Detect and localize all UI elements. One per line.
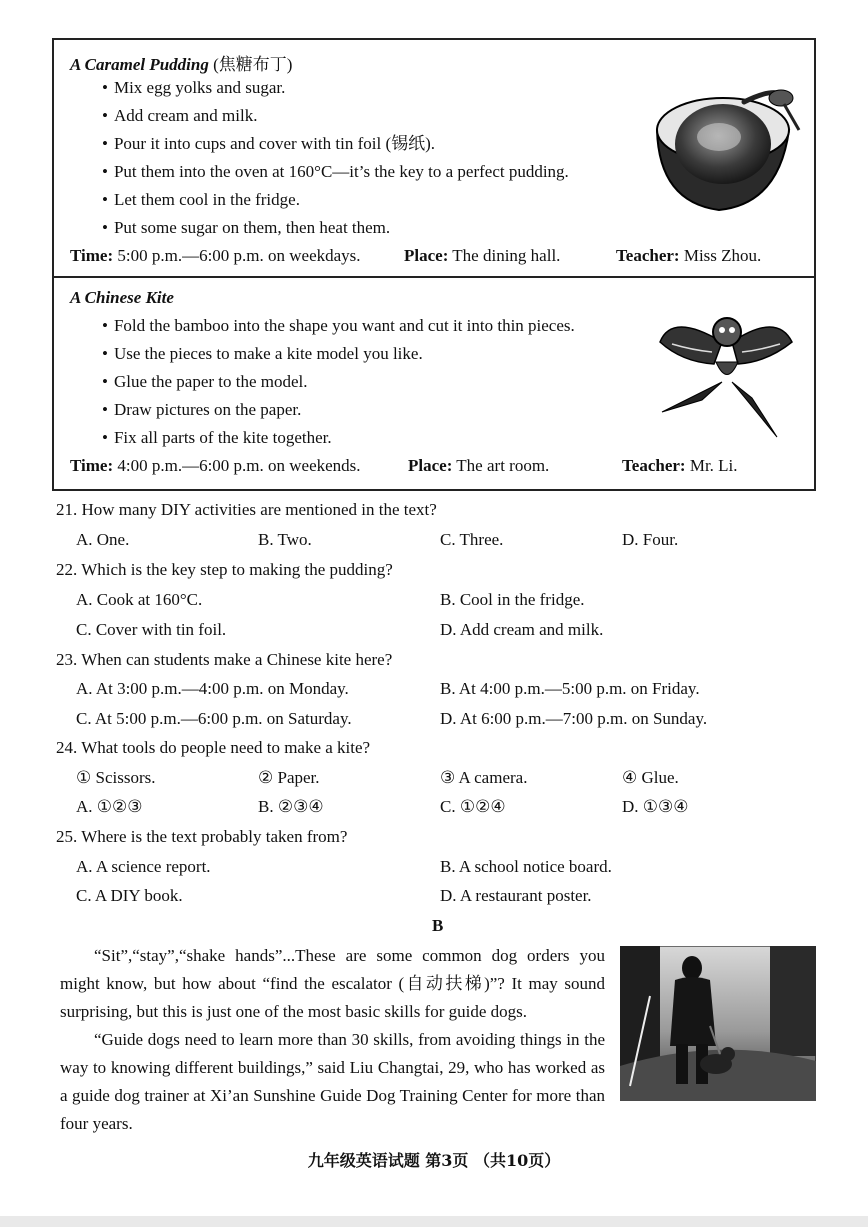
pudding-steps: [102, 74, 569, 242]
question-22: 22. Which is the key step to making the pudding?: [56, 560, 393, 579]
pudding-step: • Add cream and milk.: [102, 102, 569, 130]
q23-option-c[interactable]: C. At 5:00 p.m.—6:00 p.m. on Saturday.: [76, 709, 352, 728]
section-b-paragraph-1: “Sit”,“stay”,“shake hands”...These are some common dog orders you might know, but how about “find the escalator (自动扶梯)”? It may sound surprising, but this is just one of the most basic skills for guide dogs.: [60, 946, 605, 1021]
pudding-box: [52, 38, 816, 278]
q21-option-d[interactable]: D. Four.: [622, 530, 679, 549]
q24-option-a[interactable]: A. ①②③: [76, 797, 143, 816]
q21-option-b[interactable]: B. Two.: [258, 530, 312, 549]
q24-item-2: ② Paper.: [258, 768, 320, 787]
question-21: 21. How many DIY activities are mentioned in the text?: [56, 500, 437, 519]
question-24: 24. What tools do people need to make a kite?: [56, 738, 371, 757]
kite-step: • Fix all parts of the kite together.: [102, 424, 575, 452]
question-23: 23. When can students make a Chinese kite here?: [56, 650, 393, 669]
q25-option-b[interactable]: B. A school notice board.: [440, 857, 612, 876]
q24-option-c[interactable]: C. ①②④: [440, 797, 506, 816]
pudding-bowl-image: [649, 82, 804, 217]
guide-dog-photo: [620, 946, 816, 1101]
q24-item-1: ① Scissors.: [76, 768, 156, 787]
q24-item-4: ④ Glue.: [622, 768, 679, 787]
pudding-place: Place: The dining hall.: [404, 246, 561, 265]
kite-step: • Draw pictures on the paper.: [102, 396, 575, 424]
q24-option-b[interactable]: B. ②③④: [258, 797, 324, 816]
q22-option-c[interactable]: C. Cover with tin foil.: [76, 620, 227, 639]
pudding-step: • Pour it into cups and cover with tin foil (锡纸).: [102, 130, 569, 158]
q25-option-d[interactable]: D. A restaurant poster.: [440, 886, 592, 905]
q23-option-b[interactable]: B. At 4:00 p.m.—5:00 p.m. on Friday.: [440, 679, 700, 698]
q23-option-a[interactable]: A. At 3:00 p.m.—4:00 p.m. on Monday.: [76, 679, 349, 698]
pudding-step: • Let them cool in the fridge.: [102, 186, 569, 214]
q24-option-d[interactable]: D. ①③④: [622, 797, 689, 816]
pudding-step: • Mix egg yolks and sugar.: [102, 74, 569, 102]
kite-title: A Chinese Kite: [70, 288, 174, 307]
pudding-time: Time: 5:00 p.m.—6:00 p.m. on weekdays.: [70, 246, 361, 265]
pudding-step: • Put them into the oven at 160°C—it’s the key to a perfect pudding.: [102, 158, 569, 186]
kite-box: [52, 276, 816, 491]
pudding-title: [70, 50, 292, 75]
pudding-title-text: A Caramel Pudding: [70, 55, 209, 74]
kite-step: • Use the pieces to make a kite model you like.: [102, 340, 575, 368]
kite-time: Time: 4:00 p.m.—6:00 p.m. on weekends.: [70, 456, 361, 475]
q25-option-a[interactable]: A. A science report.: [76, 857, 211, 876]
pudding-title-cn: (焦糖布丁): [213, 55, 293, 74]
q24-item-3: ③ A camera.: [440, 768, 528, 787]
section-b-heading: B: [432, 916, 444, 935]
question-25: 25. Where is the text probably taken from?: [56, 827, 348, 846]
scan-edge: [0, 1216, 868, 1227]
q22-option-a[interactable]: A. Cook at 160°C.: [76, 590, 203, 609]
q21-option-c[interactable]: C. Three.: [440, 530, 504, 549]
q21-option-a[interactable]: A. One.: [76, 530, 130, 549]
q25-option-c[interactable]: C. A DIY book.: [76, 886, 183, 905]
pudding-teacher: Teacher: Miss Zhou.: [616, 246, 762, 265]
kite-step: • Glue the paper to the model.: [102, 368, 575, 396]
page-footer: 九年级英语试题 第3页 （共10页）: [307, 1151, 561, 1170]
kite-steps: [102, 312, 575, 452]
section-b-paragraph-2: “Guide dogs need to learn more than 30 skills, from avoiding things in the way to knowing different buildings,” said Liu Changtai, 29, who has worked as a guide dog trainer at Xi’an Sunshine Guide Dog Training Center for more than four years.: [60, 1030, 605, 1133]
q22-option-d[interactable]: D. Add cream and milk.: [440, 620, 604, 639]
kite-step: • Fold the bamboo into the shape you want and cut it into thin pieces.: [102, 312, 575, 340]
pudding-step: • Put some sugar on them, then heat them.: [102, 214, 569, 242]
q23-option-d[interactable]: D. At 6:00 p.m.—7:00 p.m. on Sunday.: [440, 709, 708, 728]
kite-place: Place: The art room.: [408, 456, 550, 475]
kite-image: [652, 302, 797, 442]
q22-option-b[interactable]: B. Cool in the fridge.: [440, 590, 585, 609]
kite-teacher: Teacher: Mr. Li.: [622, 456, 738, 475]
